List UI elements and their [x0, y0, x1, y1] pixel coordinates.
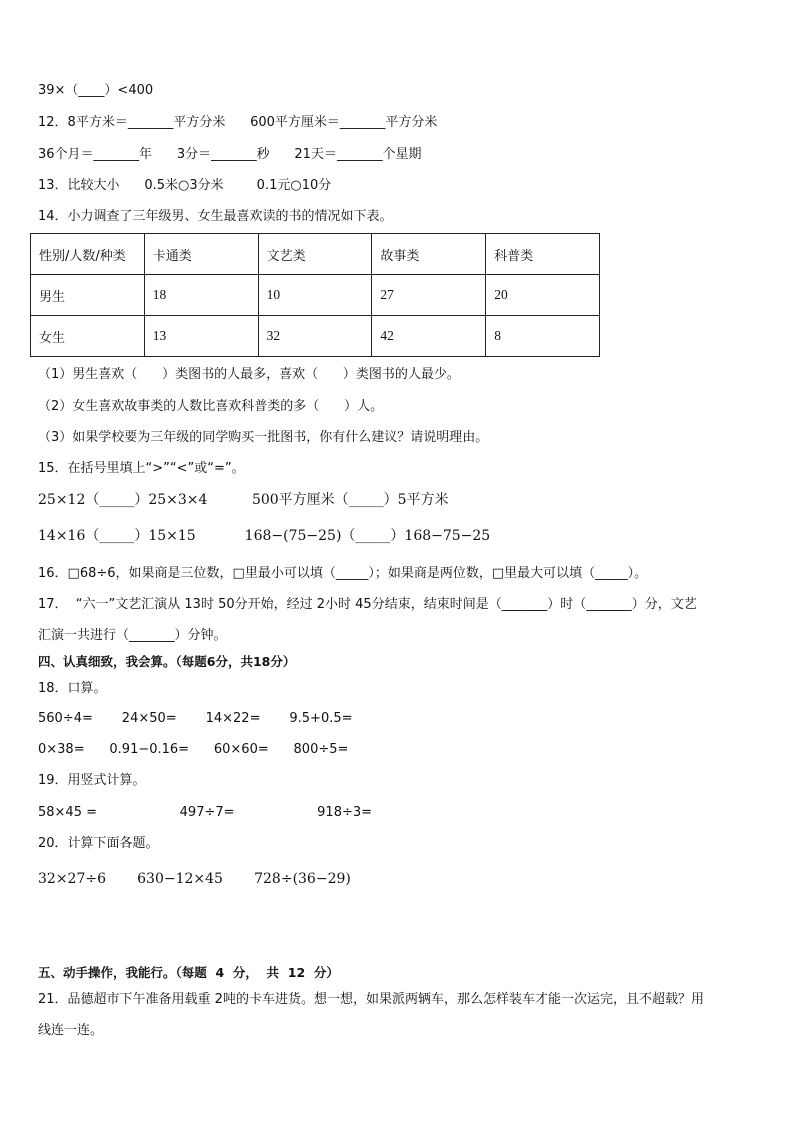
question-18-row-2: 0×38= 0.91−0.16= 60×60= 800÷5=: [38, 742, 349, 757]
table-row: [31, 316, 600, 357]
question-18: 18．口算。: [38, 681, 107, 696]
question-14-part-3: （3）如果学校要为三年级的同学购买一批图书，你有什么建议？请说明理由。: [38, 430, 489, 445]
table-cell: 18: [144, 275, 258, 316]
table-cell: 8: [486, 316, 600, 357]
table-cell: 27: [372, 275, 486, 316]
question-21-line-1: 21．品德超市下午准备用载重 2吨的卡车进货。想一想，如果派两辆车，那么怎样装车才能一次运完，且不超载？用: [38, 992, 704, 1007]
table-cell: 10: [258, 275, 372, 316]
table-cell: 42: [372, 316, 486, 357]
question-15: 15．在括号里填上“>”“<”或“=”。: [38, 461, 245, 476]
table-header-cell: 卡通类: [144, 234, 258, 275]
question-15-row-1: 25×12（_____）25×3×4 500平方厘米（_____）5平方米: [38, 492, 449, 508]
table-header-cell: 故事类: [372, 234, 486, 275]
question-14: 14．小力调查了三年级男、女生最喜欢读的书的情况如下表。: [38, 209, 393, 224]
question-17-line-2: 汇演一共进行（_______）分钟。: [38, 628, 227, 643]
question-21-line-2: 线连一连。: [38, 1023, 104, 1038]
table-cell: 男生: [31, 275, 145, 316]
table-cell: 女生: [31, 316, 145, 357]
question-19: 19．用竖式计算。: [38, 773, 146, 788]
question-19-row: 58×45 = 497÷7= 918÷3=: [38, 805, 373, 820]
survey-table: [30, 233, 600, 357]
table-cell: 13: [144, 316, 258, 357]
question-20-row: 32×27÷6 630−12×45 728÷(36−29): [38, 871, 351, 887]
line-39: 39×（____）<400: [38, 83, 154, 98]
question-14-part-2: （2）女生喜欢故事类的人数比喜欢科普类的多（ ）人。: [38, 399, 384, 414]
question-12-line-1: 12．8平方米＝_______平方分米 600平方厘米＝_______平方分米: [38, 115, 438, 130]
table-header-cell: 文艺类: [258, 234, 372, 275]
table-header-cell: 性别/人数/种类: [31, 234, 145, 275]
question-18-row-1: 560÷4= 24×50= 14×22= 9.5+0.5=: [38, 711, 353, 726]
table-header-row: [31, 234, 600, 275]
question-12-line-2: 36个月＝_______年 3分＝_______秒 21天＝_______个星期: [38, 147, 422, 162]
table-cell: 32: [258, 316, 372, 357]
table-cell: 20: [486, 275, 600, 316]
question-17-line-1: 17． “六一”文艺汇演从 13时 50分开始，经过 2小时 45分结束，结束时间是（_______）时（_______）分，文艺: [38, 597, 697, 612]
question-20: 20．计算下面各题。: [38, 836, 159, 851]
table-row: [31, 275, 600, 316]
question-16: 16．□68÷6，如果商是三位数，□里最小可以填（_____）；如果商是两位数，□里最大可以填（_____）。: [38, 566, 648, 581]
table-header-cell: 科普类: [486, 234, 600, 275]
section-4-heading: 四、认真细致，我会算。（每题6分，共18分）: [38, 654, 296, 669]
section-5-heading: 五、动手操作，我能行。（每题 4 分， 共 12 分）: [38, 965, 339, 980]
question-13: 13．比较大小 0.5米○3分米 0.1元○10分: [38, 178, 332, 193]
question-14-part-1: （1）男生喜欢（ ）类图书的人最多，喜欢（ ）类图书的人最少。: [38, 367, 460, 382]
question-15-row-2: 14×16（_____）15×15 168−(75−25)（_____）168−75−25: [38, 528, 491, 544]
